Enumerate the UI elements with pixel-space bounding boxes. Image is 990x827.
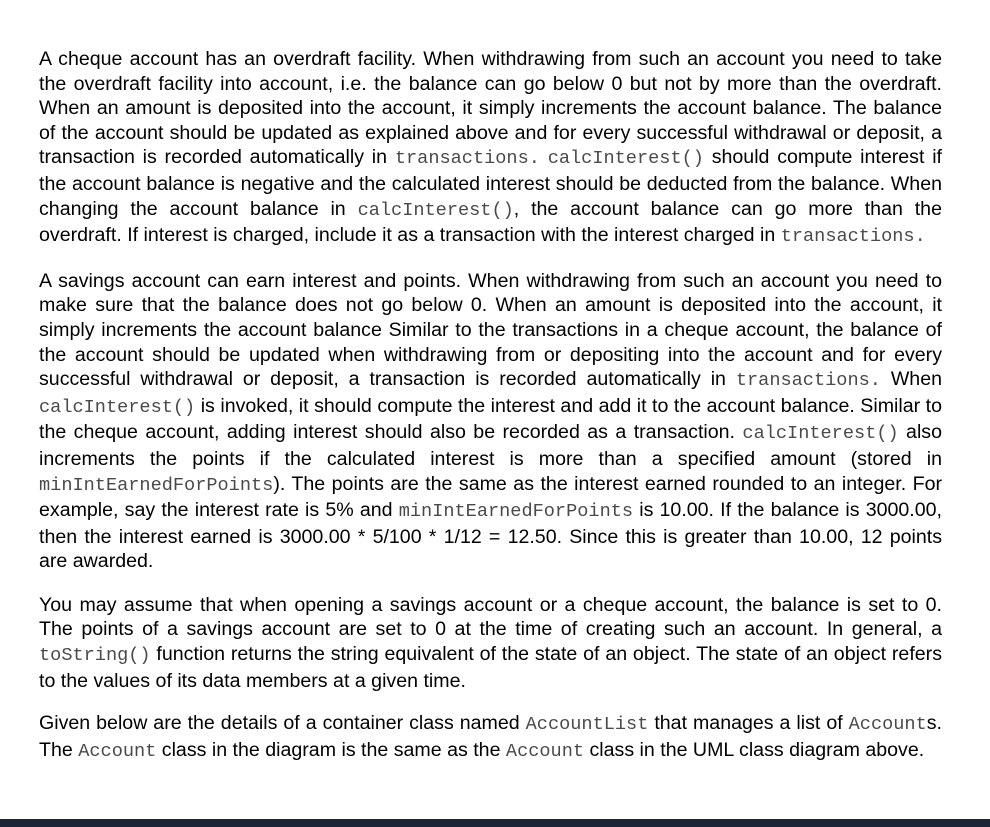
paragraph-assumptions xyxy=(39,593,942,693)
text-segment: When xyxy=(880,368,943,391)
code-account: Account xyxy=(505,740,585,762)
code-tostring: toString() xyxy=(39,645,151,667)
text-segment: A savings account can earn interest and points. When withdrawing from such an account you need to make sure that the balance does not go below 0. When an amount is deposited into the account, it simply increments the account balance Similar to the transactions in a cheque account, the balance of the account should be updated when withdrawing from or depositing into the account and for every successful withdrawal or deposit, a transaction is recorded automatically in xyxy=(39,269,942,391)
text-segment: A cheque account has an overdraft facility. When withdrawing from such an account you need to take the overdraft facility into account, i.e. the balance can go below 0 but not by more than the overdraft. When an amount is deposited into the account, it simply increments the account balance. The balance of the account should be updated as explained above and for every successful withdrawal or deposit, a transaction is recorded automatically in xyxy=(39,48,942,169)
paragraph-cheque-account xyxy=(39,47,942,250)
code-transactions: transactions. xyxy=(780,226,926,248)
code-calcinterest: calcInterest() xyxy=(39,396,196,418)
text-segment xyxy=(540,146,548,168)
text-segment: also increments the points if the calculated interest is more than a specified amount (stored in xyxy=(39,421,943,470)
bottom-scroll-bar xyxy=(0,819,990,827)
code-account: Account xyxy=(78,740,157,762)
text-segment: You may assume that when opening a savings account or a cheque account, the balance is set to 0. The points of a savings account are set to 0 at the time of creating such an account. In general, a xyxy=(39,593,942,641)
code-calcinterest: calcInterest() xyxy=(357,199,514,221)
text-segment: class in the diagram is the same as the xyxy=(156,738,506,761)
code-accountlist: AccountList xyxy=(525,714,649,736)
text-segment: , the account balance can go more than the overdraft. If interest is charged, include it as a transaction with the interest charged in xyxy=(39,197,942,247)
paragraph-savings-account xyxy=(39,269,942,574)
text-segment: Given below are the details of a container class named xyxy=(39,712,526,735)
text-segment: is invoked, it should compute the interest and add it to the account balance. Similar to the cheque account, adding interest should also be recorded as a transaction. xyxy=(39,394,942,444)
document-body xyxy=(39,47,942,764)
text-segment: is 10.00. If the balance is 3000.00, then the interest earned is 3000.00 * 5/100 * 1/12 = 12.50. Since this is greater than 10.00, 12 points are awarded. xyxy=(39,499,942,573)
code-transactions: transactions. xyxy=(394,148,540,170)
text-segment: function returns the string equivalent of the state of an object. The state of an object refers to the values of its data members at a given time. xyxy=(39,643,942,692)
code-transactions: transactions. xyxy=(735,370,881,392)
code-account: Account xyxy=(848,714,927,736)
code-minintearnedforpoints: minIntEarnedForPoints xyxy=(398,501,634,523)
code-calcinterest: calcInterest() xyxy=(547,148,704,170)
paragraph-accountlist xyxy=(39,711,942,764)
code-minintearnedforpoints: minIntEarnedForPoints xyxy=(39,474,274,496)
text-segment: class in the UML class diagram above. xyxy=(584,738,925,761)
text-segment: ). The points are the same as the interest earned rounded to an integer. For example, say the interest rate is 5% and xyxy=(39,472,942,522)
text-segment: that manages a list of xyxy=(648,712,849,735)
code-calcinterest: calcInterest() xyxy=(742,423,899,445)
text-segment: s. The xyxy=(39,712,942,761)
text-segment: should compute interest if the account balance is negative and the calculated interest should be deducted from the balance. When changing the account balance in xyxy=(39,146,942,220)
